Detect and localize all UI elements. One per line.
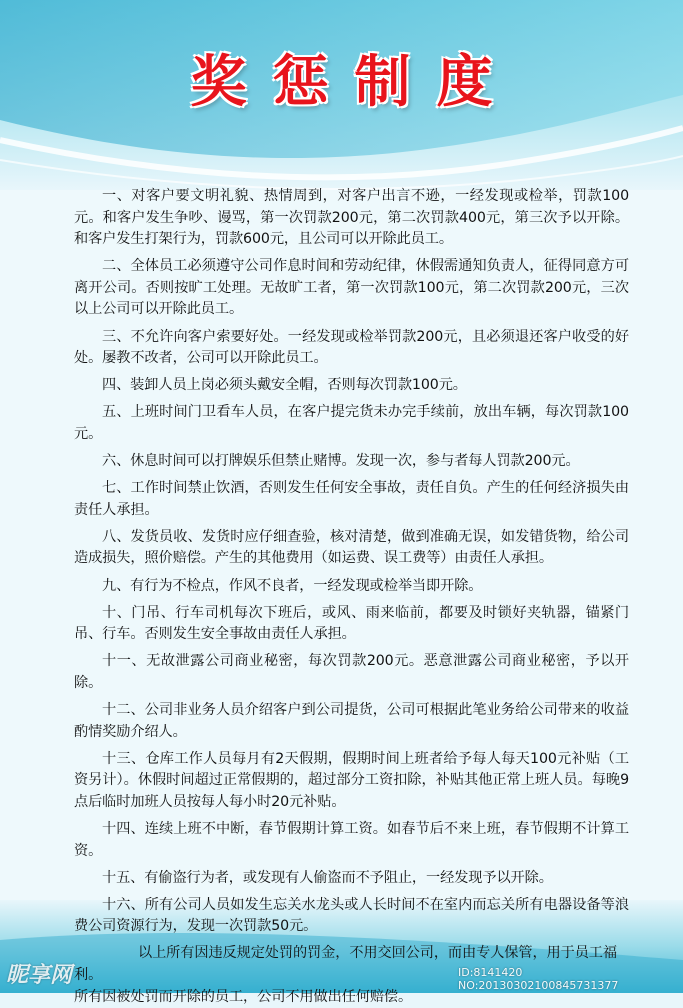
rule-item: 十三、仓库工作人员每月有2天假期，假期时间上班者给予每人每天100元补贴（工资另计）。休假时间超过正常假期的，超过部分工资扣除，补贴其他正常上班人员。每晚9点后临时加班人员按每人每小时20元补贴。 — [74, 750, 629, 810]
rule-item: 九、有行为不检点，作风不良者，一经发现或检举当即开除。 — [102, 577, 483, 594]
rule-item: 二、全体员工必须遵守公司作息时间和劳动纪律，休假需通知负责人，征得同意方可离开公司。否则按旷工处理。无故旷工者，第一次罚款100元，第二次罚款200元，三次以上公司可以开除此员工。 — [74, 258, 629, 318]
rule-item: 五、上班时间门卫看车人员，在客户提完货未办完手续前，放出车辆，每次罚款100元。 — [74, 404, 629, 442]
watermark-id: ID:8141420 NO:20130302100845731377 — [458, 966, 619, 992]
rule-item: 八、发货员收、发货时应仔细查验，核对清楚，做到准确无误，如发错货物，给公司造成损失，照价赔偿。产生的其他费用（如运费、误工费等）由责任人承担。 — [74, 528, 629, 567]
closing-line-1: 以上所有因违反规定处罚的罚金，不用交回公司，而由专人保管，用于员工福利。 — [74, 945, 617, 983]
watermark-logo: 昵享网 — [6, 963, 73, 988]
rule-item: 一、对客户要文明礼貌、热情周到，对客户出言不逊，一经发现或检举，罚款100元。和客户发生争吵、谩骂，第一次罚款200元，第二次罚款400元，第三次予以开除。和客户发生打架行为，罚款600元，且公司可以开除此员工。 — [74, 188, 629, 248]
rule-item: 三、不允许向客户索要好处。一经发现或检举罚款200元，且必须退还客户收受的好处。屡教不改者，公司可以开除此员工。 — [74, 328, 629, 367]
rule-item: 七、工作时间禁止饮酒，否则发生任何安全事故，责任自负。产生的任何经济损失由责任人承担。 — [74, 480, 629, 518]
rule-item: 十四、连续上班不中断，春节假期计算工资。如春节后不来上班，春节假期不计算工资。 — [74, 820, 629, 859]
rule-item: 十一、无故泄露公司商业秘密，每次罚款200元。恶意泄露公司商业秘密，予以开除。 — [74, 653, 629, 691]
rule-item: 四、装卸人员上岗必须头戴安全帽，否则每次罚款100元。 — [102, 377, 467, 394]
rule-item: 十六、所有公司人员如发生忘关水龙头或人长时间不在室内而忘关所有电器设备等浪费公司资源行为，发现一次罚款50元。 — [74, 896, 629, 935]
rule-item: 十二、公司非业务人员介绍客户到公司提货，公司可根据此笔业务给公司带来的收益酌情奖励介绍人。 — [74, 701, 629, 740]
page-title: 奖惩制度 — [190, 50, 519, 115]
rules-content — [74, 186, 629, 1008]
rule-item: 六、休息时间可以打牌娱乐但禁止赌博。发现一次，参与者每人罚款200元。 — [102, 453, 580, 470]
rule-item: 十五、有偷盗行为者，或发现有人偷盗而不予阻止，一经发现予以开除。 — [102, 869, 553, 886]
closing-line-2: 所有因被处罚而开除的员工，公司不用做出任何赔偿。 — [74, 988, 413, 1005]
rule-item: 十、门吊、行车司机每次下班后，或风、雨来临前，都要及时锁好夹轨器，锚紧门吊、行车。否则发生安全事故由责任人承担。 — [74, 604, 629, 643]
